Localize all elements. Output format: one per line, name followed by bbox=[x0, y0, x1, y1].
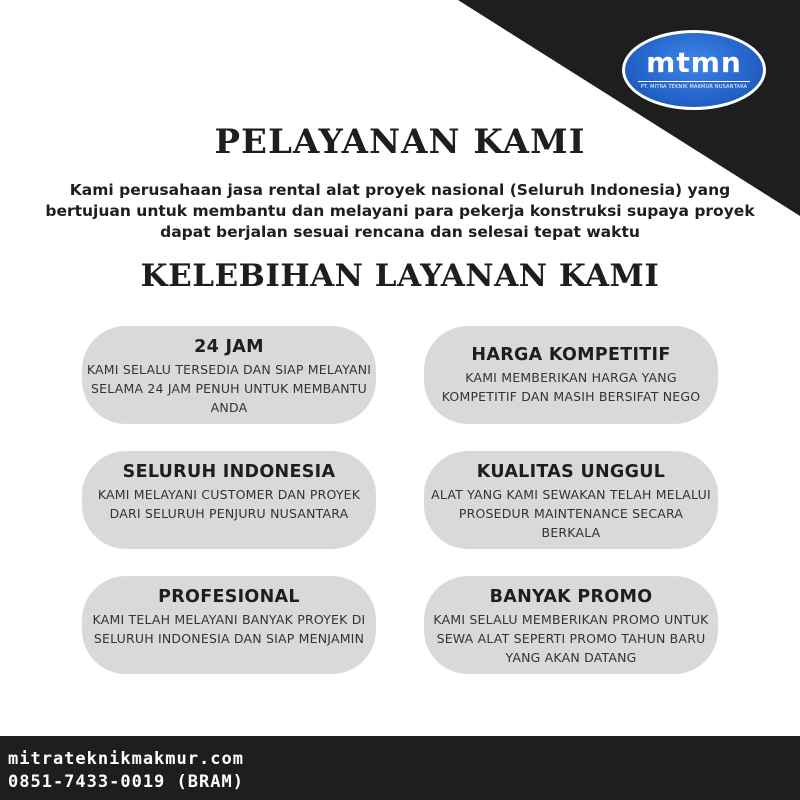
feature-card-harga-kompetitif bbox=[424, 326, 718, 424]
feature-card-profesional bbox=[82, 576, 376, 674]
feature-card-kualitas-unggul bbox=[424, 451, 718, 549]
feature-title: 24 JAM bbox=[194, 337, 264, 357]
feature-title: SELURUH INDONESIA bbox=[122, 462, 336, 482]
logo-company-name: PT. MITRA TEKNIK MAKMUR NUSANTARA bbox=[640, 84, 748, 90]
footer-bar bbox=[0, 736, 800, 800]
feature-description: KAMI SELALU TERSEDIA DAN SIAP MELAYANI SELAMA 24 JAM PENUH UNTUK MEMBANTU ANDA bbox=[86, 362, 372, 415]
company-logo bbox=[622, 30, 766, 110]
logo-divider bbox=[638, 81, 750, 82]
feature-description: KAMI MELAYANI CUSTOMER DAN PROYEK DARI SELURUH PENJURU NUSANTARA bbox=[97, 487, 361, 521]
feature-description: KAMI SELALU MEMBERIKAN PROMO UNTUK SEWA ALAT SEPERTI PROMO TAHUN BARU YANG AKAN DATANG bbox=[433, 612, 709, 665]
feature-title: HARGA KOMPETITIF bbox=[471, 345, 671, 365]
logo-word: mtmn bbox=[646, 46, 742, 79]
footer-phone: 0851-7433-0019 (BRAM) bbox=[8, 772, 244, 792]
feature-card-seluruh-indonesia bbox=[82, 451, 376, 549]
section-title: KELEBIHAN LAYANAN KAMI bbox=[140, 258, 660, 294]
intro-text: Kami perusahaan jasa rental alat proyek nasional (Seluruh Indonesia) yang bertujuan untuk membantu dan melayani para pekerja konstruksi supaya proyek dapat berjalan sesuai rencana dan selesai tepat waktu bbox=[45, 181, 755, 241]
feature-title: BANYAK PROMO bbox=[489, 587, 653, 607]
feature-description: KAMI TELAH MELAYANI BANYAK PROYEK DI SELURUH INDONESIA DAN SIAP MENJAMIN bbox=[92, 612, 366, 646]
feature-card-24-jam bbox=[82, 326, 376, 424]
feature-title: KUALITAS UNGGUL bbox=[476, 462, 666, 482]
page-title: PELAYANAN KAMI bbox=[214, 122, 586, 162]
feature-title: PROFESIONAL bbox=[158, 587, 300, 607]
feature-description: ALAT YANG KAMI SEWAKAN TELAH MELALUI PROSEDUR MAINTENANCE SECARA BERKALA bbox=[431, 487, 711, 540]
footer-website: mitrateknikmakmur.com bbox=[8, 749, 244, 769]
feature-description: KAMI MEMBERIKAN HARGA YANG KOMPETITIF DAN MASIH BERSIFAT NEGO bbox=[441, 370, 701, 404]
feature-card-banyak-promo bbox=[424, 576, 718, 674]
